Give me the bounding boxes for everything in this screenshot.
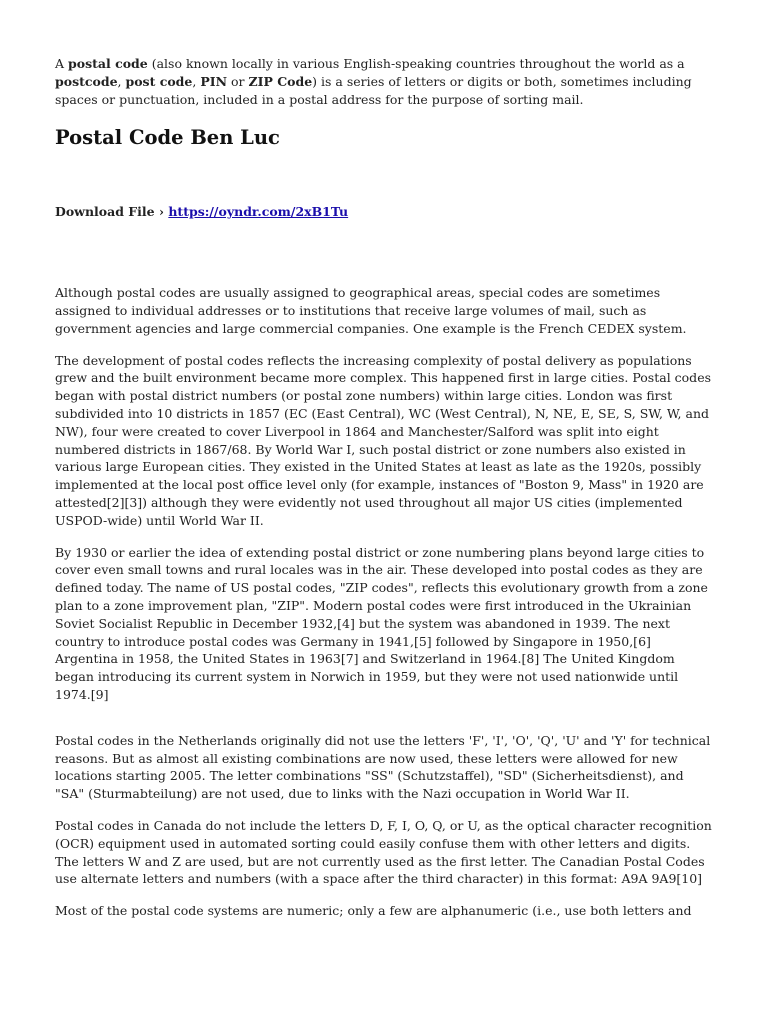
paragraph-canada: Postal codes in Canada do not include the letters D, F, I, O, Q, or U, as the optical character recognition (OCR) equipment used in automated sorting could easily confuse them with other letters and digits. The letters W and Z are used, but are not currently used as the first letter. The Canadian Postal Codes use alternate letters and numbers (with a space after the third character) in this format: A9A 9A9[10] [55,817,712,887]
paragraph-development: The development of postal codes reflects the increasing complexity of postal delivery as populations grew and the built environment became more complex. This happened first in large cities. Postal codes began with postal district numbers (or postal zone numbers) within large cities. London was first subdivided into 10 districts in 1857 (EC (East Central), WC (West Central), N, NE, E, SE, S, SW, W, and NW), four were created to cover Liverpool in 1864 and Manchester/Salford was split into eight numbered districts in 1867/68. By World War I, such postal district or zone numbers also existed in various large European cities. They existed in the United States at least as late as the 1920s, possibly implemented at the local post office level only (for example, instances of "Boston 9, Mass" in 1920 are attested[2][3]) although they were evidently not used throughout all major US cities (implemented USPOD-wide) until World War II. [55,352,711,528]
paragraph-special-codes: Although postal codes are usually assigned to geographical areas, special codes are sometimes assigned to individual addresses or to institutions that receive large volumes of mail, such as government agencies and large commercial companies. One example is the French CEDEX system. [55,285,687,336]
term-postal-code: postal code [68,56,148,71]
term-zip-code: ZIP Code [248,73,313,89]
term-post-code: post code [125,73,193,89]
download-line [55,203,715,221]
paragraph-netherlands: Postal codes in the Netherlands originally did not use the letters 'F', 'I', 'O', 'Q', 'U' and 'Y' for technical reasons. But as almost all existing combinations are now used, these letters were allowed for new locations starting 2005. The letter combinations "SS" (Schutzstaffel), "SD" (Sicherheitsdienst), and "SA" (Sturmabteilung) are not used, due to links with the Nazi occupation in World War II. [55,732,711,802]
term-pin: PIN [200,73,228,89]
page-title: Postal Code Ben Luc [55,126,280,150]
download-label: Download File › [55,204,169,220]
paragraph-numeric-systems: Most of the postal code systems are numeric; only a few are alphanumeric (i.e., use both letters and [55,903,692,919]
term-postcode: postcode [55,73,118,89]
paragraph-history: By 1930 or earlier the idea of extending postal district or zone numbering plans beyond large cities to cover even small towns and rural locales was in the air. These developed into postal codes as they are defined today. The name of US postal codes, "ZIP codes", reflects this evolutionary growth from a zone plan to a zone improvement plan, "ZIP". Modern postal codes were first introduced in the Ukrainian Soviet Socialist Republic in December 1932,[4] but the system was abandoned in 1939. The next country to introduce postal codes was Germany in 1941,[5] followed by Singapore in 1950,[6] Argentina in 1958, the United States in 1963[7] and Switzerland in 1964.[8] The United Kingdom began introducing its current system in Norwich in 1959, but they were not used nationwide until 1974.[9] [55,544,708,702]
document-page [55,55,715,934]
intro-paragraph: A postal code (also known locally in various English-speaking countries throughout the world as a postcode, post code, PIN or ZIP Code) is a series of letters or digits or both, sometimes including spaces or punctuation, included in a postal address for the purpose of sorting mail. [55,56,692,107]
download-link[interactable]: https://oyndr.com/2xB1Tu [168,204,349,220]
